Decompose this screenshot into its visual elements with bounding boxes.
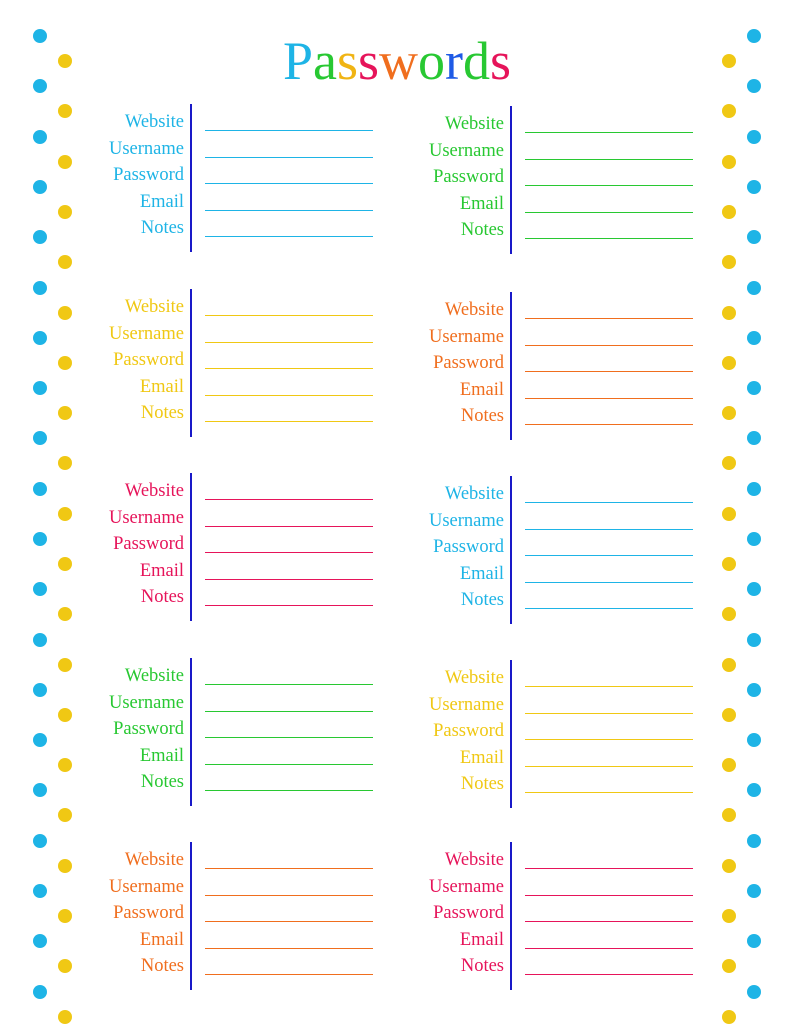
email-field-line[interactable] <box>525 948 693 950</box>
yellow-dot <box>58 607 72 621</box>
email-field-line[interactable] <box>525 582 693 584</box>
yellow-dot <box>722 859 736 873</box>
yellow-dot <box>58 758 72 772</box>
website-field-line[interactable] <box>525 132 693 134</box>
website-field-line[interactable] <box>205 868 373 870</box>
yellow-dot <box>58 808 72 822</box>
yellow-dot <box>58 406 72 420</box>
email-label: Email <box>459 379 504 400</box>
page-title <box>0 30 794 92</box>
password-entry <box>420 476 700 624</box>
password-label: Password <box>113 350 184 370</box>
blue-dot <box>747 683 761 697</box>
password-label: Password <box>433 903 504 923</box>
password-field-line[interactable] <box>205 368 373 370</box>
entry-row-notes <box>420 955 700 981</box>
blue-dot <box>747 29 761 43</box>
entry-row-notes <box>420 773 700 799</box>
blue-dot <box>747 834 761 848</box>
email-field-line[interactable] <box>205 579 373 581</box>
email-field-line[interactable] <box>205 764 373 766</box>
password-field-line[interactable] <box>205 183 373 185</box>
entry-row-username <box>100 323 380 349</box>
username-field-line[interactable] <box>525 713 693 715</box>
email-label: Email <box>139 376 184 397</box>
email-label: Email <box>459 929 504 950</box>
entry-row-password <box>100 902 380 928</box>
yellow-dot <box>722 406 736 420</box>
entry-row-password <box>100 164 380 190</box>
entry-row-username <box>100 692 380 718</box>
notes-field-line[interactable] <box>525 608 693 610</box>
title-letter: P <box>282 31 314 91</box>
notes-label: Notes <box>460 956 504 976</box>
username-label: Username <box>109 876 184 897</box>
password-entry <box>100 473 380 621</box>
website-label: Website <box>444 114 504 134</box>
yellow-dot <box>58 507 72 521</box>
website-label: Website <box>444 300 504 320</box>
password-label: Password <box>113 165 184 185</box>
username-label: Username <box>429 140 504 161</box>
entry-row-password <box>420 352 700 378</box>
title-letter: s <box>358 31 380 91</box>
blue-dot <box>747 783 761 797</box>
blue-dot <box>33 985 47 999</box>
entry-row-website <box>420 113 700 139</box>
entry-row-notes <box>100 771 380 797</box>
title-letter: a <box>313 31 337 91</box>
notes-label: Notes <box>140 403 184 423</box>
yellow-dot <box>722 255 736 269</box>
blue-dot <box>33 683 47 697</box>
password-label: Password <box>113 534 184 554</box>
blue-dot <box>747 381 761 395</box>
notes-field-line[interactable] <box>205 605 373 607</box>
blue-dot <box>33 431 47 445</box>
email-label: Email <box>459 193 504 214</box>
entry-row-notes <box>100 586 380 612</box>
blue-dot <box>33 482 47 496</box>
notes-label: Notes <box>140 772 184 792</box>
password-entry <box>420 106 700 254</box>
entry-row-email <box>420 747 700 773</box>
username-field-line[interactable] <box>205 895 373 897</box>
title-letter: o <box>418 31 446 91</box>
yellow-dot <box>58 306 72 320</box>
blue-dot <box>33 79 47 93</box>
entry-row-website <box>100 296 380 322</box>
entry-row-email <box>420 193 700 219</box>
website-label: Website <box>124 112 184 132</box>
password-entry <box>420 292 700 440</box>
yellow-dot <box>722 708 736 722</box>
website-field-line[interactable] <box>205 499 373 501</box>
entry-row-email <box>100 745 380 771</box>
username-label: Username <box>429 876 504 897</box>
entry-row-password <box>420 536 700 562</box>
entry-row-username <box>420 510 700 536</box>
password-label: Password <box>433 167 504 187</box>
blue-dot <box>747 985 761 999</box>
email-field-line[interactable] <box>205 948 373 950</box>
username-field-line[interactable] <box>205 157 373 159</box>
blue-dot <box>747 482 761 496</box>
entry-row-password <box>420 902 700 928</box>
username-label: Username <box>109 507 184 528</box>
password-entry <box>420 842 700 990</box>
password-field-line[interactable] <box>525 371 693 373</box>
entry-row-username <box>100 138 380 164</box>
entry-row-username <box>420 876 700 902</box>
notes-field-line[interactable] <box>205 790 373 792</box>
yellow-dot <box>58 104 72 118</box>
yellow-dot <box>58 708 72 722</box>
entry-row-password <box>420 166 700 192</box>
entry-row-notes <box>100 955 380 981</box>
email-field-line[interactable] <box>525 212 693 214</box>
website-field-line[interactable] <box>525 502 693 504</box>
blue-dot <box>33 29 47 43</box>
notes-field-line[interactable] <box>205 974 373 976</box>
entry-row-website <box>100 111 380 137</box>
email-label: Email <box>139 191 184 212</box>
username-field-line[interactable] <box>205 526 373 528</box>
yellow-dot <box>58 356 72 370</box>
entry-row-username <box>420 140 700 166</box>
username-label: Username <box>109 692 184 713</box>
entry-row-notes <box>100 217 380 243</box>
yellow-dot <box>722 54 736 68</box>
yellow-dot <box>722 155 736 169</box>
password-field-line[interactable] <box>525 555 693 557</box>
notes-label: Notes <box>460 406 504 426</box>
email-label: Email <box>139 745 184 766</box>
blue-dot <box>747 733 761 747</box>
yellow-dot <box>722 758 736 772</box>
blue-dot <box>33 884 47 898</box>
blue-dot <box>747 582 761 596</box>
notes-field-line[interactable] <box>525 974 693 976</box>
yellow-dot <box>722 104 736 118</box>
yellow-dot <box>722 658 736 672</box>
website-field-line[interactable] <box>205 315 373 317</box>
website-label: Website <box>444 850 504 870</box>
blue-dot <box>33 582 47 596</box>
username-label: Username <box>109 323 184 344</box>
entry-row-username <box>100 876 380 902</box>
password-field-line[interactable] <box>205 552 373 554</box>
email-field-line[interactable] <box>205 210 373 212</box>
notes-field-line[interactable] <box>525 424 693 426</box>
blue-dot <box>747 331 761 345</box>
website-field-line[interactable] <box>205 130 373 132</box>
username-field-line[interactable] <box>205 711 373 713</box>
entry-row-website <box>100 849 380 875</box>
blue-dot <box>33 733 47 747</box>
password-entry <box>100 842 380 990</box>
entry-row-website <box>100 665 380 691</box>
blue-dot <box>33 331 47 345</box>
entry-row-username <box>100 507 380 533</box>
title-letter: d <box>463 31 490 91</box>
username-label: Username <box>429 326 504 347</box>
yellow-dot <box>722 456 736 470</box>
entry-row-website <box>420 483 700 509</box>
notes-label: Notes <box>460 590 504 610</box>
blue-dot <box>33 834 47 848</box>
yellow-dot <box>58 959 72 973</box>
email-label: Email <box>139 929 184 950</box>
website-field-line[interactable] <box>205 684 373 686</box>
blue-dot <box>747 79 761 93</box>
website-label: Website <box>124 481 184 501</box>
blue-dot <box>747 532 761 546</box>
email-field-line[interactable] <box>525 398 693 400</box>
entry-row-notes <box>100 402 380 428</box>
notes-label: Notes <box>140 956 184 976</box>
password-field-line[interactable] <box>525 739 693 741</box>
notes-field-line[interactable] <box>525 792 693 794</box>
username-label: Username <box>429 510 504 531</box>
password-entry <box>100 104 380 252</box>
website-label: Website <box>124 297 184 317</box>
notes-label: Notes <box>140 587 184 607</box>
yellow-dot <box>58 456 72 470</box>
blue-dot <box>33 381 47 395</box>
entry-row-notes <box>420 405 700 431</box>
entry-row-email <box>100 191 380 217</box>
entry-row-username <box>420 326 700 352</box>
blue-dot <box>747 230 761 244</box>
blue-dot <box>33 230 47 244</box>
blue-dot <box>33 281 47 295</box>
email-label: Email <box>459 563 504 584</box>
entry-row-password <box>100 718 380 744</box>
entry-row-website <box>420 667 700 693</box>
password-label: Password <box>113 719 184 739</box>
website-label: Website <box>444 484 504 504</box>
yellow-dot <box>722 959 736 973</box>
entry-row-email <box>420 379 700 405</box>
website-field-line[interactable] <box>525 868 693 870</box>
entry-row-website <box>100 480 380 506</box>
blue-dot <box>33 934 47 948</box>
title-letter: s <box>336 31 358 91</box>
website-label: Website <box>444 668 504 688</box>
notes-field-line[interactable] <box>525 238 693 240</box>
blue-dot <box>33 130 47 144</box>
yellow-dot <box>722 808 736 822</box>
yellow-dot <box>58 205 72 219</box>
entry-row-website <box>420 299 700 325</box>
password-label: Password <box>433 537 504 557</box>
password-label: Password <box>113 903 184 923</box>
title-letter: s <box>490 31 512 91</box>
username-field-line[interactable] <box>525 159 693 161</box>
website-field-line[interactable] <box>525 318 693 320</box>
blue-dot <box>747 431 761 445</box>
password-field-line[interactable] <box>525 185 693 187</box>
title-letter: w <box>379 31 419 91</box>
username-field-line[interactable] <box>525 345 693 347</box>
username-field-line[interactable] <box>205 342 373 344</box>
password-field-line[interactable] <box>205 921 373 923</box>
yellow-dot <box>722 909 736 923</box>
username-label: Username <box>109 138 184 159</box>
entry-row-website <box>420 849 700 875</box>
password-entry <box>100 289 380 437</box>
blue-dot <box>33 633 47 647</box>
notes-field-line[interactable] <box>205 236 373 238</box>
entry-row-password <box>100 349 380 375</box>
notes-field-line[interactable] <box>205 421 373 423</box>
yellow-dot <box>58 557 72 571</box>
yellow-dot <box>722 306 736 320</box>
entry-row-notes <box>420 219 700 245</box>
yellow-dot <box>722 557 736 571</box>
yellow-dot <box>58 54 72 68</box>
entry-row-password <box>100 533 380 559</box>
entry-row-notes <box>420 589 700 615</box>
username-field-line[interactable] <box>525 529 693 531</box>
blue-dot <box>33 180 47 194</box>
password-entry <box>420 660 700 808</box>
blue-dot <box>747 281 761 295</box>
entry-row-email <box>100 376 380 402</box>
entry-row-email <box>420 929 700 955</box>
password-label: Password <box>433 721 504 741</box>
password-label: Password <box>433 353 504 373</box>
blue-dot <box>747 180 761 194</box>
notes-label: Notes <box>460 220 504 240</box>
yellow-dot <box>722 205 736 219</box>
entry-row-email <box>420 563 700 589</box>
yellow-dot <box>722 356 736 370</box>
blue-dot <box>33 783 47 797</box>
blue-dot <box>747 934 761 948</box>
notes-label: Notes <box>140 218 184 238</box>
username-label: Username <box>429 694 504 715</box>
yellow-dot <box>58 909 72 923</box>
entry-row-password <box>420 720 700 746</box>
yellow-dot <box>58 658 72 672</box>
blue-dot <box>747 633 761 647</box>
website-label: Website <box>124 850 184 870</box>
yellow-dot <box>722 507 736 521</box>
blue-dot <box>33 532 47 546</box>
yellow-dot <box>58 859 72 873</box>
website-field-line[interactable] <box>525 686 693 688</box>
yellow-dot <box>58 155 72 169</box>
password-entry <box>100 658 380 806</box>
title-letter: r <box>445 31 463 91</box>
yellow-dot <box>722 1010 736 1024</box>
email-field-line[interactable] <box>205 395 373 397</box>
yellow-dot <box>58 1010 72 1024</box>
entry-row-email <box>100 560 380 586</box>
entry-row-username <box>420 694 700 720</box>
email-label: Email <box>139 560 184 581</box>
website-label: Website <box>124 666 184 686</box>
yellow-dot <box>722 607 736 621</box>
yellow-dot <box>58 255 72 269</box>
email-field-line[interactable] <box>525 766 693 768</box>
password-field-line[interactable] <box>525 921 693 923</box>
password-field-line[interactable] <box>205 737 373 739</box>
username-field-line[interactable] <box>525 895 693 897</box>
email-label: Email <box>459 747 504 768</box>
blue-dot <box>747 130 761 144</box>
notes-label: Notes <box>460 774 504 794</box>
blue-dot <box>747 884 761 898</box>
entry-row-email <box>100 929 380 955</box>
